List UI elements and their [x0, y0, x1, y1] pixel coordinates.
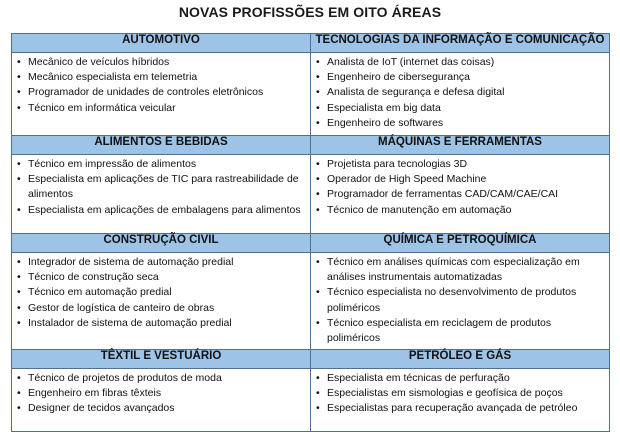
professions-table — [11, 33, 610, 432]
bullet-icon: • — [17, 271, 21, 284]
profession-list — [12, 155, 310, 219]
profession-label: Mecânico especialista em telemetria — [28, 71, 198, 84]
list-item — [16, 316, 306, 331]
profession-label: Técnico em impressão de alimentos — [28, 158, 197, 170]
profession-list — [311, 155, 609, 219]
list-item — [315, 285, 605, 315]
bullet-icon: • — [316, 203, 320, 216]
list-item — [315, 316, 605, 346]
bullet-icon: • — [17, 71, 21, 84]
section-cell-automotivo — [12, 53, 311, 136]
bullet-icon: • — [316, 71, 320, 84]
profession-label: Técnico de projetos de produtos de moda — [28, 372, 222, 384]
profession-label: Programador de unidades de controles eletrônicos — [28, 86, 264, 99]
profession-label: Especialista em aplicações de embalagens para alimentos — [28, 203, 301, 216]
profession-label: Instalador de sistema de automação predial — [28, 316, 232, 329]
list-item — [315, 101, 605, 116]
list-item — [16, 401, 306, 416]
profession-list — [12, 369, 310, 418]
table-header-row — [12, 136, 610, 155]
profession-list — [311, 253, 609, 347]
bullet-icon: • — [17, 372, 21, 384]
profession-label: Especialistas para recuperação avançada de petróleo — [327, 402, 578, 415]
profession-label: Técnico de manutenção em automação — [327, 203, 512, 216]
bullet-icon: • — [17, 173, 21, 186]
profession-label: Técnico de construção seca — [28, 271, 159, 284]
bullet-icon: • — [316, 286, 320, 299]
profession-label: Especialistas em sismologias e geofísica de poços — [327, 387, 563, 400]
profession-list — [311, 53, 609, 132]
profession-label: Especialista em técnicas de perfuração — [327, 372, 510, 384]
document-title: NOVAS PROFISSÕES EM OITO ÁREAS — [178, 4, 442, 20]
section-cell-tic — [311, 53, 610, 136]
table-row — [12, 155, 610, 234]
bullet-icon: • — [316, 101, 320, 114]
bullet-icon: • — [316, 402, 320, 415]
list-item — [16, 285, 306, 300]
bullet-icon: • — [316, 56, 320, 68]
list-item — [315, 70, 605, 85]
table-header-row — [12, 234, 610, 253]
list-item — [315, 187, 605, 202]
profession-label: Técnico especialista no desenvolvimento de produtos poliméricos — [327, 286, 577, 314]
profession-label: Analista de segurança e defesa digital — [327, 86, 505, 99]
list-item — [16, 101, 306, 116]
list-item — [315, 157, 605, 172]
bullet-icon: • — [17, 402, 21, 415]
list-item — [16, 386, 306, 401]
profession-label: Gestor de logística de canteiro de obras — [28, 301, 215, 314]
profession-label: Integrador de sistema de automação predial — [28, 256, 234, 268]
list-item — [315, 116, 605, 131]
list-item — [315, 371, 605, 386]
list-item — [315, 85, 605, 100]
section-header-alimentos: ALIMENTOS E BEBIDAS — [12, 136, 311, 155]
section-cell-textil — [12, 369, 311, 432]
section-cell-quimica — [311, 253, 610, 350]
section-cell-construcao — [12, 253, 311, 350]
bullet-icon: • — [17, 158, 21, 170]
profession-label: Projetista para tecnologias 3D — [327, 158, 468, 170]
bullet-icon: • — [17, 56, 21, 68]
list-item — [16, 70, 306, 85]
table-row — [12, 53, 610, 136]
bullet-icon: • — [17, 286, 21, 299]
section-header-quimica: QUÍMICA E PETROQUÍMICA — [311, 234, 610, 253]
profession-label: Programador de ferramentas CAD/CAM/CAE/CAI — [327, 188, 559, 201]
section-header-construcao: CONSTRUÇÃO CIVIL — [12, 234, 311, 253]
list-item — [16, 55, 306, 70]
bullet-icon: • — [17, 301, 21, 314]
bullet-icon: • — [316, 158, 320, 170]
profession-label: Mecânico de veículos híbridos — [28, 56, 170, 68]
list-item — [16, 371, 306, 386]
table-row — [12, 253, 610, 350]
bullet-icon: • — [17, 316, 21, 329]
profession-label: Especialista em big data — [327, 101, 441, 114]
profession-label: Técnico em informática veicular — [28, 101, 176, 114]
bullet-icon: • — [17, 387, 21, 400]
list-item — [315, 386, 605, 401]
profession-label: Engenheiro em fibras têxteis — [28, 387, 162, 400]
list-item — [315, 203, 605, 218]
list-item — [16, 157, 306, 172]
profession-label: Analista de IoT (internet das coisas) — [327, 56, 495, 68]
list-item — [315, 172, 605, 187]
profession-label: Engenheiro de cibersegurança — [327, 71, 471, 84]
list-item — [16, 203, 306, 218]
list-item — [16, 301, 306, 316]
list-item — [16, 85, 306, 100]
profession-label: Técnico em automação predial — [28, 286, 172, 299]
profession-label: Técnico especialista em reciclagem de produtos poliméricos — [327, 316, 552, 345]
profession-list — [12, 253, 310, 332]
bullet-icon: • — [316, 188, 320, 201]
bullet-icon: • — [316, 173, 320, 186]
bullet-icon: • — [316, 256, 320, 268]
section-cell-alimentos — [12, 155, 311, 234]
table-header-row — [12, 350, 610, 369]
profession-label: Operador de High Speed Machine — [327, 173, 487, 186]
bullet-icon: • — [316, 387, 320, 400]
list-item — [16, 172, 306, 202]
section-header-petroleo: PETRÓLEO E GÁS — [311, 350, 610, 369]
profession-list — [12, 53, 310, 117]
section-header-textil: TÊXTIL E VESTUÁRIO — [12, 350, 311, 369]
section-cell-maquinas — [311, 155, 610, 234]
list-item — [16, 270, 306, 285]
section-header-automotivo: AUTOMOTIVO — [12, 34, 311, 53]
profession-label: Engenheiro de softwares — [327, 116, 444, 129]
profession-label: Técnico em análises químicas com especialização em análises instrumentais automatizadas — [327, 256, 580, 284]
list-item — [315, 255, 605, 285]
section-header-tic: TECNOLOGIAS DA INFORMAÇÃO E COMUNICAÇÃO — [311, 34, 610, 53]
section-header-maquinas: MÁQUINAS E FERRAMENTAS — [311, 136, 610, 155]
bullet-icon: • — [17, 101, 21, 114]
table-row — [12, 369, 610, 432]
profession-label: Designer de tecidos avançados — [28, 402, 175, 415]
list-item — [16, 255, 306, 270]
list-item — [315, 401, 605, 416]
profession-list — [311, 369, 609, 418]
bullet-icon: • — [316, 372, 320, 384]
bullet-icon: • — [316, 86, 320, 99]
list-item — [315, 55, 605, 70]
bullet-icon: • — [17, 203, 21, 216]
table-header-row — [12, 34, 610, 53]
section-cell-petroleo — [311, 369, 610, 432]
bullet-icon: • — [17, 86, 21, 99]
bullet-icon: • — [17, 256, 21, 268]
profession-label: Especialista em aplicações de TIC para rastreabilidade de alimentos — [28, 173, 299, 201]
bullet-icon: • — [316, 116, 320, 129]
bullet-icon: • — [316, 316, 320, 329]
